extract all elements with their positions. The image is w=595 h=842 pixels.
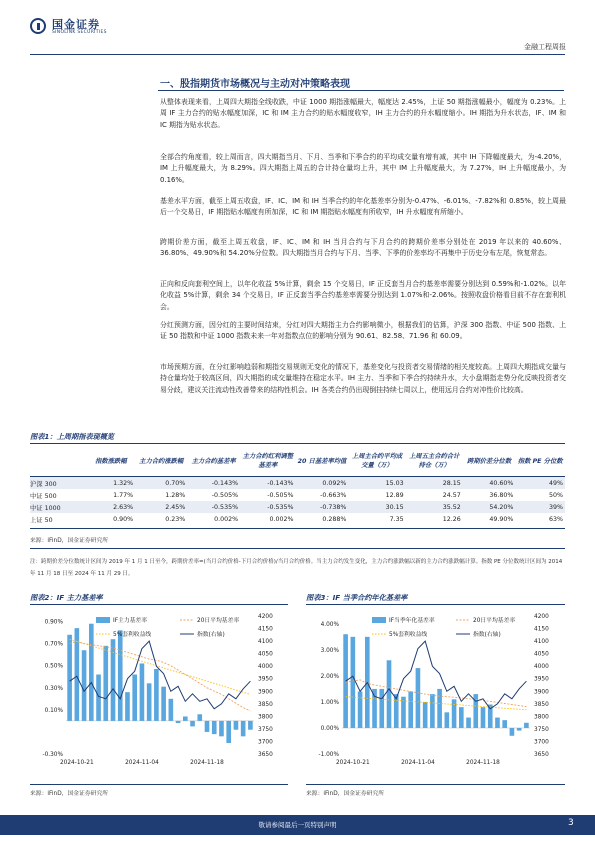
basis-bar [437, 689, 442, 728]
y-right-tick-label: 3850 [258, 701, 273, 708]
table-cell: 49% [515, 477, 565, 490]
company-logo-icon [30, 18, 46, 34]
y-left-tick-label: 0.00% [320, 725, 339, 732]
table-header-cell: 20 日基差率均值 [296, 446, 349, 477]
paragraph-spread: 跨期价差方面，截至上周五收盘，IF、IC、IM 和 IH 当月合约与下月合约的跨期价差率分别处在 2019 年以来的 40.60%、36.80%、49.90%和 54.20%分位数。四大期指当月合约与下月、当季、下季的价差率均不再集中于历史分布左尾，恢复常态。 [160, 238, 566, 258]
y-right-tick-label: 3800 [258, 714, 273, 721]
table-cell: 30.15 [348, 501, 405, 513]
y-right-tick-label: 3650 [258, 752, 273, 758]
basis-bar [118, 630, 123, 721]
header-divider [30, 54, 565, 55]
chart-if-quarter-basis [306, 606, 566, 774]
y-right-tick-label: 3800 [534, 714, 549, 721]
table-cell: 2.45% [135, 501, 187, 513]
basis-bar [502, 720, 507, 728]
x-tick-label: 2024-10-21 [335, 760, 370, 766]
x-tick-label: 2024-11-18 [190, 760, 224, 766]
basis-bar [125, 692, 130, 721]
table-cell: 49.90% [489, 515, 514, 523]
chart3-source: 来源：iFinD，国金证券研究所 [306, 791, 385, 797]
y-left-tick-label: 0.30% [44, 685, 63, 692]
table-header-cell: 上周五主合约合计持仓（万） [406, 446, 463, 477]
y-right-tick-label: 4200 [534, 614, 549, 620]
table-cell: 2.63% [87, 501, 136, 513]
basis-bar [103, 646, 108, 721]
y-right-tick-label: 3700 [258, 739, 273, 746]
table-cell: 1.32% [87, 477, 136, 490]
basis-bar [358, 692, 363, 728]
x-tick-label: 2024-11-04 [125, 760, 159, 766]
basis-bar [423, 702, 428, 728]
basis-bar [161, 687, 166, 721]
basis-bar [445, 712, 450, 728]
futures-performance-table [30, 446, 565, 525]
legend-swatch [372, 617, 386, 623]
table-row [30, 477, 565, 490]
table-cell: 0.90% [113, 515, 134, 523]
basis-bar [248, 721, 253, 730]
basis-bar [401, 697, 406, 728]
y-left-tick-label: 0.90% [44, 619, 63, 626]
legend-label: 指数(右轴) [473, 632, 501, 638]
basis-bar [132, 675, 137, 721]
basis-bar [190, 721, 195, 727]
y-left-tick-label: 4.00% [320, 621, 339, 628]
y-right-tick-label: 3650 [534, 752, 549, 758]
table-cell: 15.03 [348, 477, 405, 490]
paragraph-arbitrage: 正向和反向套利空间上，以年化收益 5%计算，剩余 15 个交易日，IF 正反套当月合约基差率需要分别达到 0.59%和-1.02%。以年化收益 5%计算，剩余 34 个交易日，IF 正反套当季合约基差率需要分别达到 1.07%和-2.06%。按照收盘价格看目前不存在套利机会。 [160, 280, 566, 311]
basis-bar [372, 689, 377, 728]
y-right-tick-label: 4200 [258, 614, 273, 620]
legend-label: 5%套利收益线 [389, 632, 428, 638]
legend-label: IF主力基差率 [113, 618, 148, 624]
basis-bar [517, 728, 522, 731]
table-header-cell [30, 446, 87, 477]
y-left-tick-label: -0.30% [42, 752, 63, 758]
basis-bar [183, 716, 188, 720]
y-right-tick-label: 3700 [534, 739, 549, 746]
y-right-tick-label: 3950 [534, 676, 549, 683]
table-cell: -0.505% [267, 491, 294, 499]
table-cell: -0.505% [211, 491, 239, 499]
page-number: 3 [568, 818, 574, 828]
table-row [30, 489, 565, 501]
basis-bar [510, 728, 515, 736]
basis-bar [197, 714, 202, 721]
y-right-tick-label: 4100 [258, 639, 273, 646]
legend-label: 5%套利收益线 [113, 632, 152, 638]
table-cell: 中证 1000 [30, 501, 87, 513]
basis-bar [408, 692, 413, 728]
table-cell: 0.002% [214, 515, 239, 523]
y-left-tick-label: 3.00% [320, 647, 339, 654]
table-header-cell: 上周主合约平均成交量（万） [348, 446, 405, 477]
paragraph-volume: 全部合约角度看，较上周而言，四大期指当月、下月、当季和下季合约的平均成交量有增有减，其中 IH 下降幅度最大，为-4.20%，IM 上升幅度最大，为 8.29%。四大期指上周五的合计持仓量均上升，其中 IM 上升幅度最大，为 7.27%，IH 上升幅度最小，为 0.16%。 [160, 153, 566, 184]
table-cell: -0.143% [240, 477, 295, 490]
table-cell: 36.80% [489, 491, 514, 499]
x-tick-label: 2024-11-18 [466, 760, 500, 766]
y-right-tick-label: 3900 [258, 689, 273, 696]
basis-bar [351, 637, 356, 728]
table-cell: 上证 50 [30, 516, 53, 524]
basis-bar [495, 718, 500, 728]
footer-disclaimer: 敬请参阅最后一页特别声明 [258, 821, 337, 829]
y-right-tick-label: 4050 [534, 651, 549, 658]
table1-title-rule [30, 443, 565, 444]
legend-label: 指数(右轴) [197, 632, 225, 638]
table1-title: 图表1：上周期指表现概览 [30, 432, 115, 441]
basis-bar [452, 699, 457, 728]
table-cell: 0.092% [296, 477, 349, 490]
paragraph-basis: 基差水平方面，截至上周五收盘，IF、IC、IM 和 IH 当季合约的年化基差率分别为-0.47%、-6.01%、-7.82%和 0.85%，较上周最后一个交易日，IF 期指贴水幅度有所加深，IC 和 IM 期指贴水幅度有所收窄，IH 升水幅度有所缩小。 [160, 197, 566, 217]
table-header-row [30, 446, 565, 477]
table-cell: 0.002% [269, 515, 294, 523]
y-right-tick-label: 4050 [258, 651, 273, 658]
table-cell: -0.535% [240, 501, 295, 513]
y-left-tick-label: 2.00% [320, 673, 339, 680]
basis-bar [154, 669, 159, 721]
y-right-tick-label: 3750 [534, 726, 549, 733]
y-left-tick-label: 0.10% [44, 707, 63, 714]
table-row [30, 501, 565, 513]
y-left-tick-label: -1.00% [318, 752, 339, 758]
basis-bar [430, 694, 435, 728]
table-cell: 0.70% [135, 477, 187, 490]
y-right-tick-label: 3900 [534, 689, 549, 696]
basis-bar [387, 660, 392, 728]
section-divider [158, 90, 564, 91]
basis-bar [205, 721, 210, 732]
table1-bottom-rule [30, 528, 565, 529]
company-name-en: SINOLINK SECURITIES [52, 30, 107, 35]
chart2-bottom-rule [30, 784, 288, 785]
table-cell: 12.89 [385, 491, 404, 499]
table-cell: 0.23% [165, 515, 186, 523]
x-tick-label: 2024-10-21 [59, 760, 94, 766]
table-cell: 沪深 300 [30, 477, 87, 490]
legend-label: 20日平均基差率 [197, 618, 240, 624]
section-title: 一、股指期货市场概况与主动对冲策略表现 [160, 79, 350, 90]
table-row [30, 513, 565, 525]
basis-bar [82, 650, 87, 721]
basis-bar [89, 624, 94, 721]
paragraph-expectation: 市场预期方面，在分红影响趋弱和期指交易规则无变化的情况下，基差变化与投资者交易情绪的相关度较高。上周四大期指成交量与持仓量均处于较高区间，四大期指的成交量维持在稳定水平。IH 主力、当季和下季合约持续升水，大小盘期指走势分化反映投资者交易分歧，建议关注流动性改善带来的结构性机会。IH 各类合约仍出现倒挂持续七周以上，使用远月合约对冲性价比较高。 [160, 363, 566, 394]
table-header-cell: 主力合约红利调整基差率 [240, 446, 295, 477]
table-cell: 40.60% [463, 477, 516, 490]
table-cell: 28.15 [406, 477, 463, 490]
table1-source-rule [30, 548, 565, 549]
y-left-tick-label: 1.00% [320, 699, 339, 706]
company-name: 国金证券 [52, 18, 100, 31]
y-right-tick-label: 3850 [534, 701, 549, 708]
basis-bar [481, 707, 486, 728]
basis-bar [140, 663, 145, 720]
x-tick-label: 2024-11-04 [401, 760, 435, 766]
table1-source: 来源：iFinD，国金证券研究所 [30, 538, 109, 544]
basis-bar [466, 718, 471, 728]
legend-label: 20日平均基差率 [473, 618, 516, 624]
report-type: 金融工程周报 [524, 43, 566, 51]
y-right-tick-label: 4100 [534, 639, 549, 646]
y-left-tick-label: 0.70% [44, 641, 63, 648]
table-header-cell: 跨期价差分位数 [463, 446, 516, 477]
table-header-cell: 主力合约基差率 [187, 446, 240, 477]
y-right-tick-label: 4150 [534, 626, 549, 633]
legend-label: IF当季年化基差率 [389, 618, 435, 624]
table-cell: 中证 500 [30, 492, 57, 500]
table-cell: 54.20% [463, 501, 516, 513]
basis-bar [524, 723, 529, 728]
table-cell: 63% [549, 515, 563, 523]
table-cell: 24.57 [442, 491, 461, 499]
basis-bar [176, 721, 181, 723]
table-cell: -0.143% [187, 477, 240, 490]
table-cell: 12.26 [442, 515, 461, 523]
basis-bar [459, 707, 464, 728]
table-cell: -0.738% [296, 501, 349, 513]
table1-note: 注：跨期价差分位数统计区间为 2019 年 1 月 1 日至今，跨期价差率=(当月合约价格-下月合约价格)/当月合约价格。当主力合约发生变化，主力合约涨跌幅以新的主力合约涨跌幅计算。指数 PE 分位数统计区间为 2014 年 11 月 18 日至 2024 年 11 月 29 日。 [30, 559, 563, 577]
basis-bar [226, 721, 231, 743]
basis-bar [147, 683, 152, 721]
basis-bar [241, 721, 246, 736]
table-header-cell: 指数 PE 分位数 [515, 446, 565, 477]
table-cell: 7.35 [389, 515, 404, 523]
table-cell: 0.288% [322, 515, 347, 523]
chart2-title: 图表2：IF 主力基差率 [30, 593, 103, 602]
chart3-bottom-rule [306, 784, 565, 785]
y-right-tick-label: 3950 [258, 676, 273, 683]
y-right-tick-label: 4150 [258, 626, 273, 633]
basis-bar [111, 639, 116, 721]
basis-bar [234, 721, 239, 730]
basis-bar [67, 635, 72, 721]
chart2-source: 来源：iFinD，国金证券研究所 [30, 791, 109, 797]
table-cell: -0.663% [320, 491, 347, 499]
chart3-title: 图表3：IF 当季合约年化基差率 [306, 593, 408, 602]
paragraph-dividend: 分红预测方面，因分红的主要时间结束，分红对四大期指主力合约影响微小，根据我们的估算，沪深 300 指数、中证 500 指数、上证 50 指数和中证 1000 指数未来一年对指数点位的影响分别为 90.61、82.58、71.96 和 60.09。 [160, 321, 566, 341]
table-cell: 39% [515, 501, 565, 513]
y-right-tick-label: 4000 [534, 664, 549, 671]
y-right-tick-label: 4000 [258, 664, 273, 671]
table-cell: 35.52 [406, 501, 463, 513]
table-cell: 50% [549, 491, 563, 499]
chart-if-main-basis [30, 606, 290, 774]
basis-bar [416, 668, 421, 728]
y-left-tick-label: 0.50% [44, 663, 63, 670]
legend-swatch [96, 617, 110, 623]
table-cell: 1.28% [165, 491, 186, 499]
paragraph-overview: 从整体表现来看，上周四大期指全线收跌，中证 1000 期指涨幅最大，幅度达 2.45%，上证 50 期指涨幅最小，幅度为 0.23%。上周 IF 主力合约的贴水幅度加深，IC 和 IM 主力合约的贴水幅度收窄，IH 主力合约的升水幅度缩小。IH 期指为升水状态，IF、IM 和 IC 期指为贴水状态。 [160, 98, 566, 129]
basis-bar [96, 675, 101, 721]
basis-bar [379, 689, 384, 728]
basis-bar [219, 721, 224, 736]
table-cell: -0.535% [187, 501, 240, 513]
basis-bar [169, 699, 174, 721]
y-right-tick-label: 3750 [258, 726, 273, 733]
table-header-cell: 指数涨跌幅 [87, 446, 136, 477]
table-cell: 1.77% [113, 491, 134, 499]
basis-bar [212, 721, 217, 734]
table-header-cell: 主力合约涨跌幅 [135, 446, 187, 477]
